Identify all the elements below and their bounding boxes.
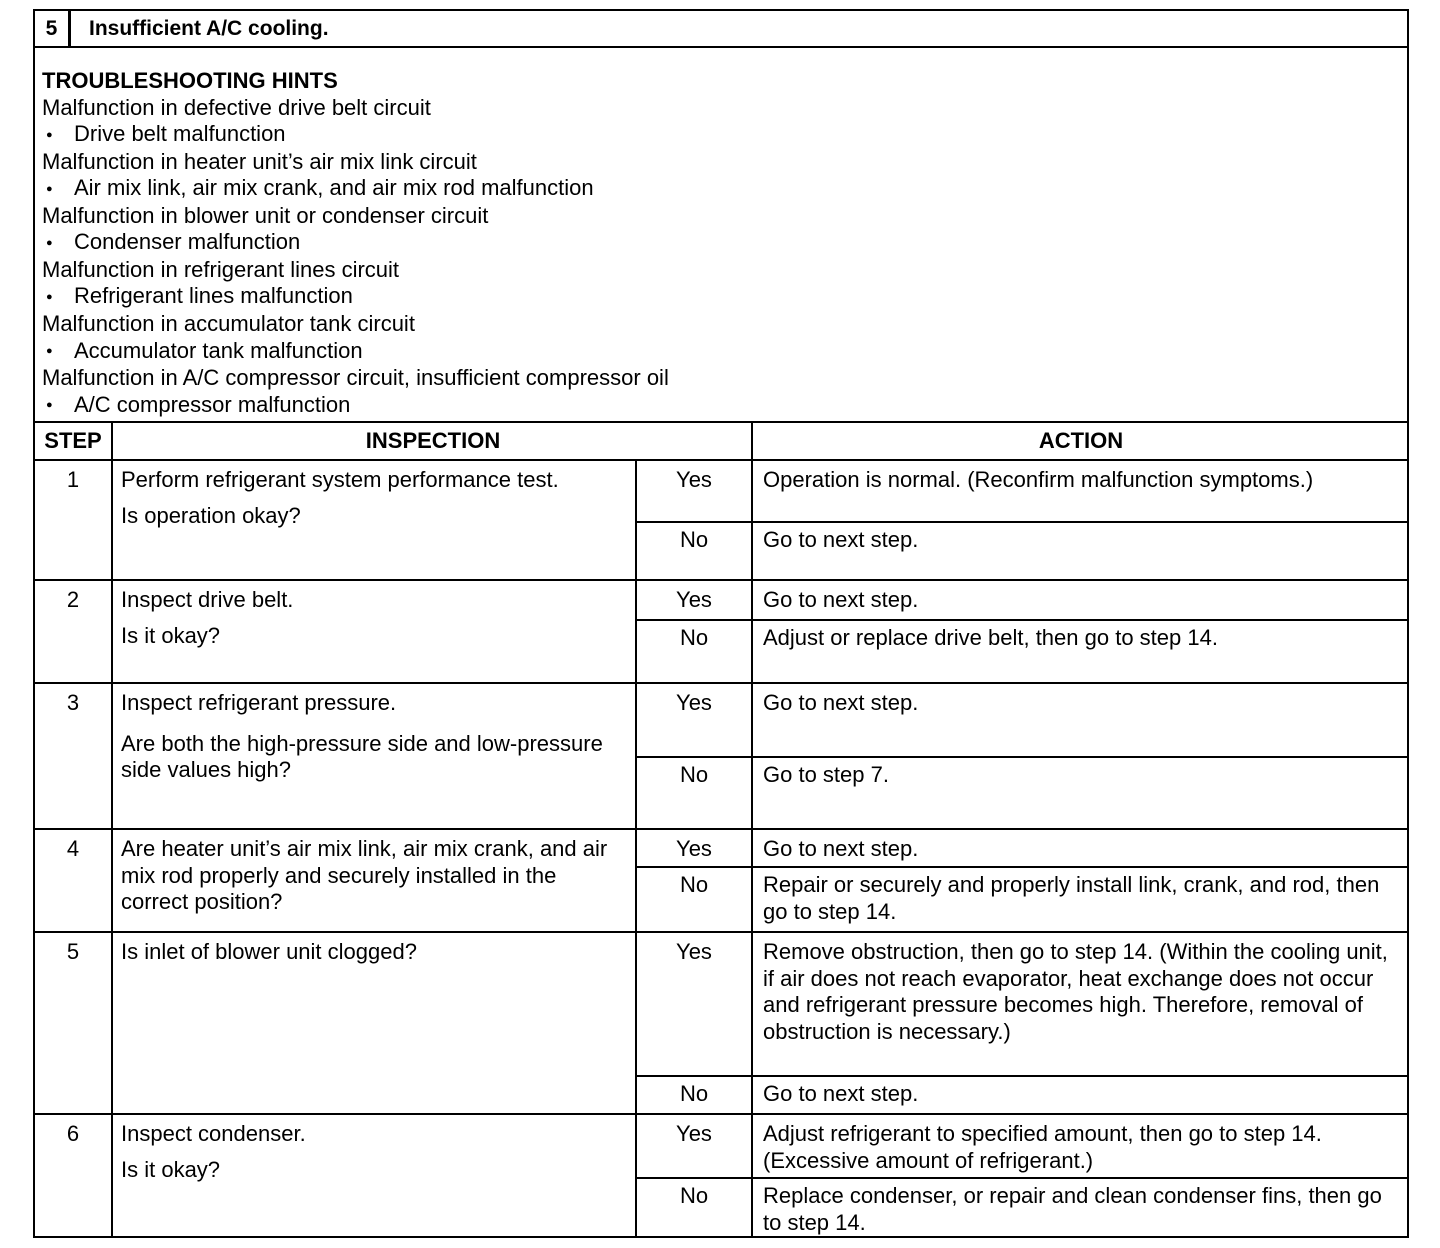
header-action: ACTION	[1038, 428, 1124, 453]
yes-no-divider	[635, 1075, 1407, 1077]
yes-action: Remove obstruction, then go to step 14. (Within the cooling unit, if air does not reach evaporator, heat exchange does not occur and refrigerant pressure becomes high. Therefore, removal of obstruction is necessary.)	[763, 939, 1388, 1044]
yes-no-divider	[635, 1177, 1407, 1179]
header-inspection: INSPECTION	[365, 428, 501, 453]
hint-bullet-text: Air mix link, air mix crank, and air mix rod malfunction	[74, 175, 594, 201]
step-row-divider	[35, 1113, 1407, 1115]
hint-bullet-item	[42, 392, 669, 419]
hint-bullet-text: Accumulator tank malfunction	[74, 337, 363, 363]
no-label: No	[679, 1183, 709, 1208]
table-header-divider	[35, 459, 1407, 461]
inspection-line: Inspect condenser.	[121, 1121, 306, 1146]
step-row-divider	[35, 931, 1407, 933]
hint-bullet-text: Condenser malfunction	[74, 229, 301, 255]
yes-no-divider	[635, 756, 1407, 758]
yes-label: Yes	[676, 939, 712, 964]
step-number: 1	[66, 467, 80, 492]
inspection-text	[121, 587, 629, 649]
section-title: Insufficient A/C cooling.	[89, 17, 329, 40]
bullet-icon: ●	[46, 183, 53, 196]
no-label: No	[679, 527, 709, 552]
no-action: Adjust or replace drive belt, then go to step 14.	[763, 625, 1218, 650]
yes-label: Yes	[676, 1121, 712, 1146]
no-label: No	[679, 1081, 709, 1106]
yes-no-divider	[635, 866, 1407, 868]
hint-bullet-item	[42, 121, 669, 148]
yes-label: Yes	[676, 690, 712, 715]
step-number: 6	[66, 1121, 80, 1146]
no-action: Go to next step.	[763, 527, 919, 552]
yes-action: Go to next step.	[763, 836, 919, 861]
bullet-icon: ●	[46, 399, 53, 412]
hint-category: Malfunction in accumulator tank circuit	[42, 310, 415, 336]
no-label: No	[679, 762, 709, 787]
inspection-line: Perform refrigerant system performance test.	[121, 467, 559, 492]
no-label: No	[679, 625, 709, 650]
hint-bullet-text: A/C compressor malfunction	[74, 391, 351, 417]
hint-bullet-item	[42, 338, 669, 365]
inspection-line: Is operation okay?	[121, 502, 301, 528]
yes-action: Go to next step.	[763, 587, 919, 612]
inspection-table	[35, 421, 1407, 1238]
column-divider	[751, 423, 753, 1238]
hint-bullet-text: Drive belt malfunction	[74, 121, 286, 147]
inspection-line: Are heater unit’s air mix link, air mix crank, and air mix rod properly and securely installed in the correct position?	[121, 836, 608, 915]
hint-category: Malfunction in heater unit’s air mix link circuit	[42, 148, 477, 174]
header-step: STEP	[44, 428, 102, 453]
yes-no-divider	[635, 521, 1407, 523]
bullet-icon: ●	[46, 237, 53, 250]
hints-list	[42, 95, 669, 419]
troubleshooting-frame	[33, 9, 1409, 1238]
no-action: Go to next step.	[763, 1081, 919, 1106]
inspection-text	[121, 1121, 629, 1183]
hint-category: Malfunction in refrigerant lines circuit	[42, 256, 400, 282]
inspection-line: Inspect refrigerant pressure.	[121, 690, 397, 715]
hints-title: TROUBLESHOOTING HINTS	[42, 68, 338, 93]
inspection-text	[121, 836, 629, 916]
bullet-icon: ●	[46, 129, 53, 142]
yes-label: Yes	[676, 836, 712, 861]
yes-no-divider	[635, 619, 1407, 621]
inspection-line: Inspect drive belt.	[121, 587, 294, 612]
step-number: 2	[66, 587, 80, 612]
yes-action: Adjust refrigerant to specified amount, then go to step 14. (Excessive amount of refrigerant.)	[763, 1121, 1322, 1173]
yes-action: Go to next step.	[763, 690, 919, 715]
bullet-icon: ●	[46, 345, 53, 358]
inspection-line: Is it okay?	[121, 622, 221, 648]
hint-category: Malfunction in A/C compressor circuit, insufficient compressor oil	[42, 364, 669, 390]
inspection-line: Is it okay?	[121, 1156, 221, 1182]
section-number: 5	[35, 11, 71, 46]
hint-bullet-item	[42, 175, 669, 202]
no-action: Go to step 7.	[763, 762, 889, 787]
no-label: No	[679, 872, 709, 897]
step-number: 3	[66, 690, 80, 715]
troubleshooting-hints	[42, 68, 669, 419]
no-action: Replace condenser, or repair and clean condenser fins, then go to step 14.	[763, 1183, 1382, 1235]
hint-category: Malfunction in blower unit or condenser circuit	[42, 202, 489, 228]
hint-bullet-item	[42, 229, 669, 256]
inspection-line: Are both the high-pressure side and low-pressure side values high?	[121, 730, 603, 783]
hint-category: Malfunction in defective drive belt circuit	[42, 94, 431, 120]
step-row-divider	[35, 579, 1407, 581]
step-row-divider	[35, 682, 1407, 684]
yes-action: Operation is normal. (Reconfirm malfunction symptoms.)	[763, 467, 1314, 492]
yes-label: Yes	[676, 467, 712, 492]
step-number: 5	[66, 939, 80, 964]
inspection-text	[121, 939, 629, 966]
section-header	[35, 11, 1407, 48]
inspection-text	[121, 467, 629, 529]
yes-label: Yes	[676, 587, 712, 612]
inspection-line: Is inlet of blower unit clogged?	[121, 939, 417, 964]
column-divider	[111, 423, 113, 1238]
inspection-text	[121, 690, 629, 784]
hint-bullet-item	[42, 283, 669, 310]
step-number: 4	[66, 836, 80, 861]
bullet-icon: ●	[46, 291, 53, 304]
step-row-divider	[35, 828, 1407, 830]
hint-bullet-text: Refrigerant lines malfunction	[74, 283, 353, 309]
no-action: Repair or securely and properly install link, crank, and rod, then go to step 14.	[763, 872, 1380, 924]
